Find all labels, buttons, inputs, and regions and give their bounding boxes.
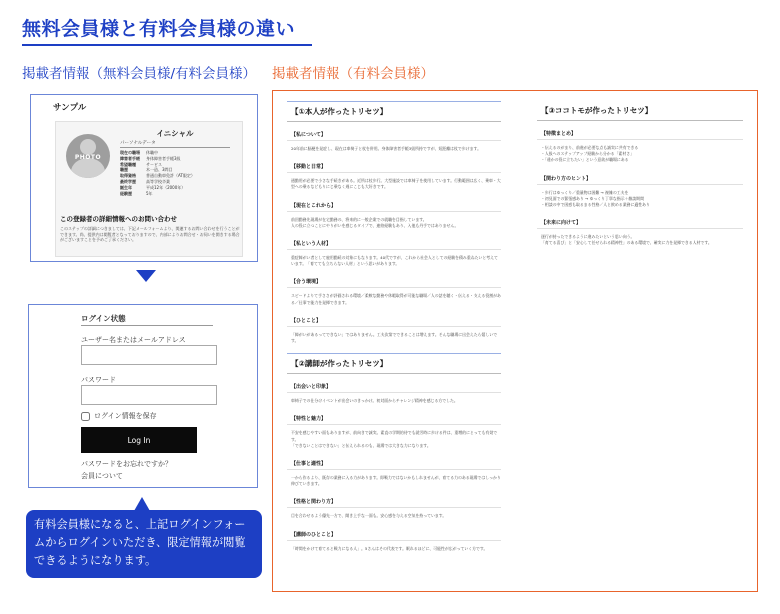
login-panel bbox=[28, 304, 258, 488]
profile-row: 職歴 木一造、3問目 bbox=[120, 167, 173, 173]
subsection-text: 一から作るより、既存の業務に入る力があります。即戦力ではないかもしれませんが、育てる力のある現場ではしっかり伸びていきます。 bbox=[291, 475, 501, 487]
subsection-text: 前回勤務先現場が在宅勤務の、将来的に一般企業での就職を目指しています。 人の役に立つことにやりがいを感じるタイプで、連絡経験もあり、入他も丹手ではありません。 bbox=[291, 216, 459, 228]
login-title: ログイン状態 bbox=[81, 314, 126, 323]
subsection-text: ・伝えるのがまり、前進が必要な点も誠実に共有できる ・人扱へのステップアップ経験から分かる「素材さ」 ・「違かの役に立ちたい」という意欲が職場にある bbox=[541, 145, 639, 163]
avatar-placeholder-icon bbox=[66, 134, 110, 178]
left-details-column bbox=[287, 101, 501, 561]
callout-note: 有料会員様になると、上記ログインフォームからログインいただき、限定情報が閲覧できるようになります。 bbox=[26, 510, 262, 578]
password-label: パスワード bbox=[81, 376, 116, 384]
username-input[interactable] bbox=[81, 345, 217, 365]
subsection-text: 「時間をかけて育てると戦力になる人」。5さんはその代表です。眠れるほどに、可能性が広がっていく方です。 bbox=[291, 545, 488, 551]
subsection-text: 車椅子での仕分けイベントが出会いのきっかけ。初対面からチャレンジ精神を感じる方でした。 bbox=[291, 398, 458, 404]
subsection-text: 目を合わせるよう優先一方で、聞き上手な一面も。安心感を与える空気を持っています。 bbox=[291, 513, 447, 519]
arrow-down-icon bbox=[136, 270, 156, 282]
photo-label: PHOTO bbox=[74, 154, 102, 161]
subsection-heading: 【私について】 bbox=[287, 129, 501, 141]
username-label: ユーザー名またはメールアドレス bbox=[81, 336, 186, 344]
subsection-text: 不安を感じやすい面もありますが、前向きで誠実。素直の学期的待でも就労時に歩ける件は、重増的にとっても有効です。 「できないことはできない」と伝えられるのも、現場では大きな力になります。 bbox=[291, 430, 498, 448]
page-title: 無料会員様と有料会員様の違い bbox=[22, 18, 296, 40]
inquiry-description: このステップの詳細につきましては、下記メールフォームより、関連するお問い合わせを行うことができます。尚、提供内は閲覧者となっておりますので、内部によりお問合せ・お伺いを開きする場合がございますことを予めご了承ください。 bbox=[60, 226, 240, 243]
remember-me[interactable] bbox=[81, 411, 157, 421]
section-title: 【②講師が作ったトリセツ】 bbox=[287, 353, 501, 374]
right-details-column bbox=[537, 101, 743, 256]
profile-divider bbox=[120, 147, 230, 148]
section-title: 【①本人が作ったトリセツ】 bbox=[287, 101, 501, 122]
callout-pointer bbox=[134, 497, 150, 511]
profile-row: 経験歴 5年 bbox=[120, 190, 153, 196]
subsection-heading: 【出会いと印象】 bbox=[287, 381, 501, 393]
inquiry-heading: この登録者の詳細情報へのお問い合わせ bbox=[60, 215, 177, 223]
profile-row: 希望職種 サービス bbox=[120, 161, 162, 167]
subsection-heading: 【合う環境】 bbox=[287, 276, 501, 288]
subsection-heading: 【講師のひとこと】 bbox=[287, 529, 501, 541]
subsection-heading: 【性格と関わり方】 bbox=[287, 496, 501, 508]
profile-row: 最終学歴 高等学校卒業 bbox=[120, 178, 170, 184]
subsection-heading: 【特性と魅力】 bbox=[287, 413, 501, 425]
subsection-text: 逐行が持ったできるように進みたいという思い向う。 「育てる喜び」と「安心して任せられる精神性」のある環境で、確実に力を発揮できる人材です。 bbox=[541, 234, 712, 246]
password-input[interactable] bbox=[81, 385, 217, 405]
subsection-heading: 【特徴まとめ】 bbox=[537, 128, 743, 140]
subsection-text: 20年前に脳梗を発症し、現在は車椅子と杖を併用。身体障害者手帳3級所持ですが、短距離は杖で歩けます。 bbox=[291, 146, 481, 151]
profile-name: イニシャル bbox=[156, 129, 194, 138]
subsection-text: 「障がいがあるってできない」ではありません。工夫次第でできることは増えます。そんな職場に出会えたら嬉しいです。 bbox=[291, 331, 498, 344]
profile-row: 誕生年 平成12年（2000年） bbox=[120, 184, 186, 190]
subsection-heading: 【未来に向けて】 bbox=[537, 217, 743, 229]
subsection-heading: 【仕事と適性】 bbox=[287, 458, 501, 470]
left-subtitle: 掲載者情報（無料会員様/有料会員様） bbox=[22, 66, 257, 82]
sample-panel bbox=[30, 94, 258, 262]
profile-card bbox=[55, 121, 243, 257]
right-subtitle: 掲載者情報（有料会員様） bbox=[272, 66, 434, 82]
subsection-heading: 【関わり方のヒント】 bbox=[537, 173, 743, 185]
section-title: 【③ココトモが作ったトリセツ】 bbox=[537, 101, 743, 121]
profile-row: 現在の職場 休職中 bbox=[120, 150, 158, 155]
subsection-text: ・歩行はゆっくり／重量物は困難 → 複雑の工夫を ・初見面での緊張感あり → ゆっくり丁寧な指示＋雑談期間 ・相談の中で困惑も取るまる性格／人と飲める業務に適性あり bbox=[541, 189, 650, 208]
profile-section-title: パーソナルデータ bbox=[120, 141, 156, 146]
subsection-heading: 【移動と日常】 bbox=[287, 161, 501, 173]
subsection-text: 重症障がい者として雇用勤続の対象にもなります。40代ですが、これから社会人としての経験を積み重ねたいと考えています。「育てても立ちらない人材」という思いがあります。 bbox=[291, 255, 498, 267]
profile-data-list bbox=[120, 150, 238, 196]
subsection-heading: 【私という人材】 bbox=[287, 238, 501, 250]
profile-row: 障害者手帳 身体障害者手帳3級 bbox=[120, 155, 181, 161]
subsection-heading: 【現在とこれから】 bbox=[287, 200, 501, 212]
remember-checkbox[interactable] bbox=[81, 412, 90, 421]
membership-link[interactable]: 会員について bbox=[81, 472, 123, 480]
paid-member-panel bbox=[272, 90, 758, 592]
forgot-password-link[interactable]: パスワードをお忘れですか？ bbox=[81, 460, 172, 468]
login-divider bbox=[81, 325, 213, 326]
subsection-text: スピードよりて手ささが評価される環境／柔軟な勤務や休暇取得が可能な職場／人の話を聴く・伝える・支える役割がある／仕事で能力を発揮できます。 bbox=[291, 293, 501, 305]
profile-row: 取得資格 普通自動車免許（AT限定） bbox=[120, 173, 195, 179]
login-button[interactable]: Log In bbox=[81, 427, 197, 453]
title-underline bbox=[22, 44, 312, 46]
sample-label: サンプル bbox=[53, 103, 87, 113]
remember-label: ログイン情報を保存 bbox=[94, 412, 157, 420]
subsection-text: 通勤用が必要で小さな手続きがある。近所は杖歩行。大型施設では車椅子を使用しています。行動範囲は広く、乗車・大型への乗るなどもりにじ乗なく週にこじも大好きです。 bbox=[291, 178, 501, 190]
subsection-heading: 【ひとこと】 bbox=[287, 315, 501, 327]
